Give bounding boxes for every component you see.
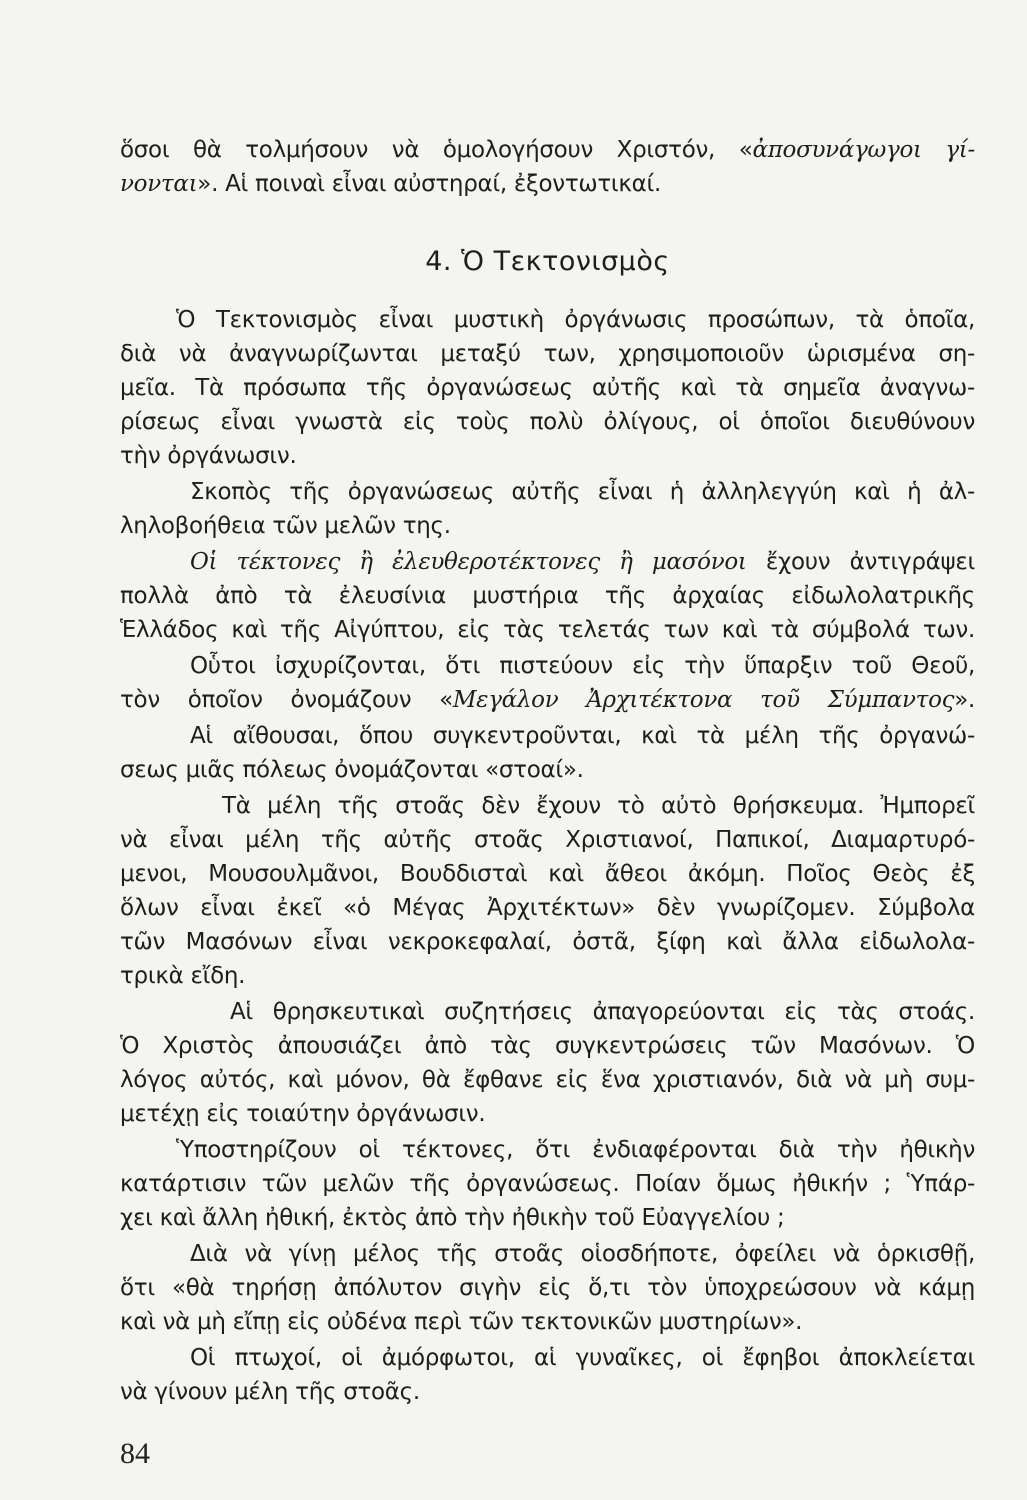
paragraph: [120, 545, 975, 647]
text-line: [120, 649, 975, 683]
text-span: νὰ εἶναι μέλη τῆς αὐτῆς στοᾶς Χριστιανοί, Παπικοί, Διαμαρτυρό-: [120, 827, 975, 853]
text-span: ὅσοι θὰ τολμήσουν νὰ ὁμολογήσουν Χριστόν, «: [120, 137, 753, 163]
text-line: [120, 1133, 975, 1167]
text-span: τῶν Μασόνων εἶναι νεκροκεφαλαί, ὀστᾶ, ξίφη καὶ ἄλλα εἰδωλολα-: [120, 929, 975, 955]
text-span: πολλὰ ἀπὸ τὰ ἐλευσίνια μυστήρια τῆς ἀρχαίας εἰδωλολατρικῆς: [120, 583, 975, 609]
text-line: [120, 753, 975, 787]
text-span: Διὰ νὰ γίνῃ μέλος τῆς στοᾶς οἱοσδήποτε, ὀφείλει νὰ ὁρκισθῇ,: [190, 1241, 975, 1267]
text-line: [120, 1305, 975, 1339]
text-line: [120, 405, 975, 439]
paragraph-list: [120, 303, 975, 1409]
text-span: τὸν ὁποῖον ὀνομάζουν «: [120, 687, 453, 713]
text-span: Αἱ θρησκευτικαὶ συζητήσεις ἀπαγορεύονται εἰς τὰς στοάς.: [230, 999, 975, 1025]
paragraph: [120, 1133, 975, 1235]
text-span: μετέχῃ εἰς τοιαύτην ὀργάνωσιν.: [120, 1101, 486, 1127]
text-span: ρίσεως εἶναι γνωστὰ εἰς τοὺς πολὺ ὀλίγους, οἱ ὁποῖοι διευθύνουν: [120, 409, 975, 435]
paragraph: [120, 789, 975, 993]
text-span: Αἱ αἴθουσαι, ὅπου συγκεντροῦνται, καὶ τὰ μέλη τῆς ὀργανώ-: [190, 723, 975, 749]
text-span: τρικὰ εἴδη.: [120, 963, 246, 989]
paragraph: [120, 1237, 975, 1339]
text-line: [120, 995, 975, 1029]
text-line: [120, 1167, 975, 1201]
text-span: Οὗτοι ἰσχυρίζονται, ὅτι πιστεύουν εἰς τὴν ὕπαρξιν τοῦ Θεοῦ,: [190, 653, 975, 679]
text-span: τὴν ὀργάνωσιν.: [120, 443, 297, 469]
text-span: Ὁ Τεκτονισμὸς εἶναι μυστικὴ ὀργάνωσις προσώπων, τὰ ὁποῖα,: [176, 307, 975, 333]
text-span: μεῖα. Τὰ πρόσωπα τῆς ὀργανώσεως αὐτῆς καὶ τὰ σημεῖα ἀναγνω-: [120, 375, 975, 401]
text-span: Ἑλλάδος καὶ τῆς Αἰγύπτου, εἰς τὰς τελετάς των καὶ τὰ σύμβολά των.: [120, 617, 975, 643]
italic-text-span: ἀποσυνάγωγοι γί-: [752, 137, 976, 163]
italic-text-span: νονται: [120, 171, 198, 197]
paragraph: [120, 649, 975, 717]
text-span: ὅλων εἶναι ἐκεῖ «ὁ Μέγας Ἀρχιτέκτων» δὲν γνωρίζομεν. Σύμβολα: [120, 895, 975, 921]
paragraph: [120, 475, 975, 543]
text-span: ». Αἱ ποιναὶ εἶναι αὐστηραί, ἐξοντωτικαί.: [197, 171, 662, 197]
italic-text-span: Μεγάλον Ἀρχιτέκτονα τοῦ Σύμπαντος: [452, 687, 955, 713]
text-line: [120, 613, 975, 647]
text-line: [120, 1097, 975, 1131]
paragraph: [120, 995, 975, 1131]
text-line: [120, 719, 975, 753]
text-line: [120, 789, 975, 823]
paragraph: [120, 1341, 975, 1409]
text-span: σεως μιᾶς πόλεως ὀνομάζονται «στοαί».: [120, 757, 584, 783]
page-number: 84: [120, 1437, 150, 1470]
text-line: [120, 1063, 975, 1097]
text-span: κατάρτισιν τῶν μελῶν τῆς ὀργανώσεως. Ποίαν ὅμως ἠθικήν ; Ὑπάρ-: [120, 1171, 975, 1197]
text-line: [120, 959, 975, 993]
text-line: [120, 545, 975, 579]
text-span: Σκοπὸς τῆς ὀργανώσεως αὐτῆς εἶναι ἡ ἀλληλεγγύη καὶ ἡ ἀλ-: [190, 479, 975, 505]
paragraph: [120, 303, 975, 473]
text-line: [120, 1237, 975, 1271]
text-span: χει καὶ ἄλλη ἠθική, ἐκτὸς ἀπὸ τὴν ἠθικὴν τοῦ Εὐαγγελίου ;: [120, 1205, 785, 1231]
text-line: [120, 579, 975, 613]
text-block: [120, 133, 975, 1409]
text-line: [120, 303, 975, 337]
text-span: Ὁ Χριστὸς ἀπουσιάζει ἀπὸ τὰς συγκεντρώσεις τῶν Μασόνων. Ὁ: [120, 1033, 975, 1059]
text-span: Οἱ πτωχοί, οἱ ἀμόρφωτοι, αἱ γυναῖκες, οἱ ἔφηβοι ἀποκλείεται: [190, 1345, 975, 1371]
text-line: [120, 337, 975, 371]
text-line: [120, 1341, 975, 1375]
text-span: Ὑποστηρίζουν οἱ τέκτονες, ὅτι ἐνδιαφέρονται διὰ τὴν ἠθικὴν: [176, 1137, 975, 1163]
text-line: [120, 509, 975, 543]
text-span: ἔχουν ἀντιγράψει: [746, 549, 975, 575]
text-span: νὰ γίνουν μέλη τῆς στοᾶς.: [120, 1379, 420, 1405]
text-line: [120, 371, 975, 405]
section-heading: 4. Ὁ Τεκτονισμὸς: [425, 246, 670, 277]
text-line: [120, 857, 975, 891]
text-line: [120, 1029, 975, 1063]
text-line: [120, 683, 975, 717]
text-span: καὶ νὰ μὴ εἴπῃ εἰς οὐδένα περὶ τῶν τεκτονικῶν μυστηρίων».: [120, 1309, 803, 1335]
text-line: [120, 891, 975, 925]
text-line: [120, 167, 975, 201]
text-span: ληλοβοήθεια τῶν μελῶν της.: [120, 513, 451, 539]
text-line: [120, 1375, 975, 1409]
text-span: λόγος αὐτός, καὶ μόνον, θὰ ἔφθανε εἰς ἕνα χριστιανόν, διὰ νὰ μὴ συμ-: [120, 1067, 975, 1093]
text-line: [120, 823, 975, 857]
text-line: [120, 925, 975, 959]
text-span: ὅτι «θὰ τηρήσῃ ἀπόλυτον σιγὴν εἰς ὅ,τι τὸν ὑποχρεώσουν νὰ κάμῃ: [120, 1275, 975, 1301]
text-line: [120, 1271, 975, 1305]
text-span: ».: [954, 687, 975, 713]
text-span: μενοι, Μουσουλμᾶνοι, Βουδδισταὶ καὶ ἄθεοι ἀκόμη. Ποῖος Θεὸς ἐξ: [120, 861, 975, 887]
text-span: διὰ νὰ ἀναγνωρίζωνται μεταξύ των, χρησιμοποιοῦν ὡρισμένα ση-: [120, 341, 975, 367]
text-line: [120, 133, 975, 167]
text-line: [120, 475, 975, 509]
paragraph: [120, 719, 975, 787]
text-span: Τὰ μέλη τῆς στοᾶς δὲν ἔχουν τὸ αὐτὸ θρήσκευμα. Ἠμπορεῖ: [222, 793, 975, 819]
continued-paragraph: [120, 133, 975, 201]
text-line: [120, 1201, 975, 1235]
text-line: [120, 439, 975, 473]
italic-text-span: Οἱ τέκτονες ἢ ἐλευθεροτέκτονες ἢ μασόνοι: [190, 549, 747, 575]
